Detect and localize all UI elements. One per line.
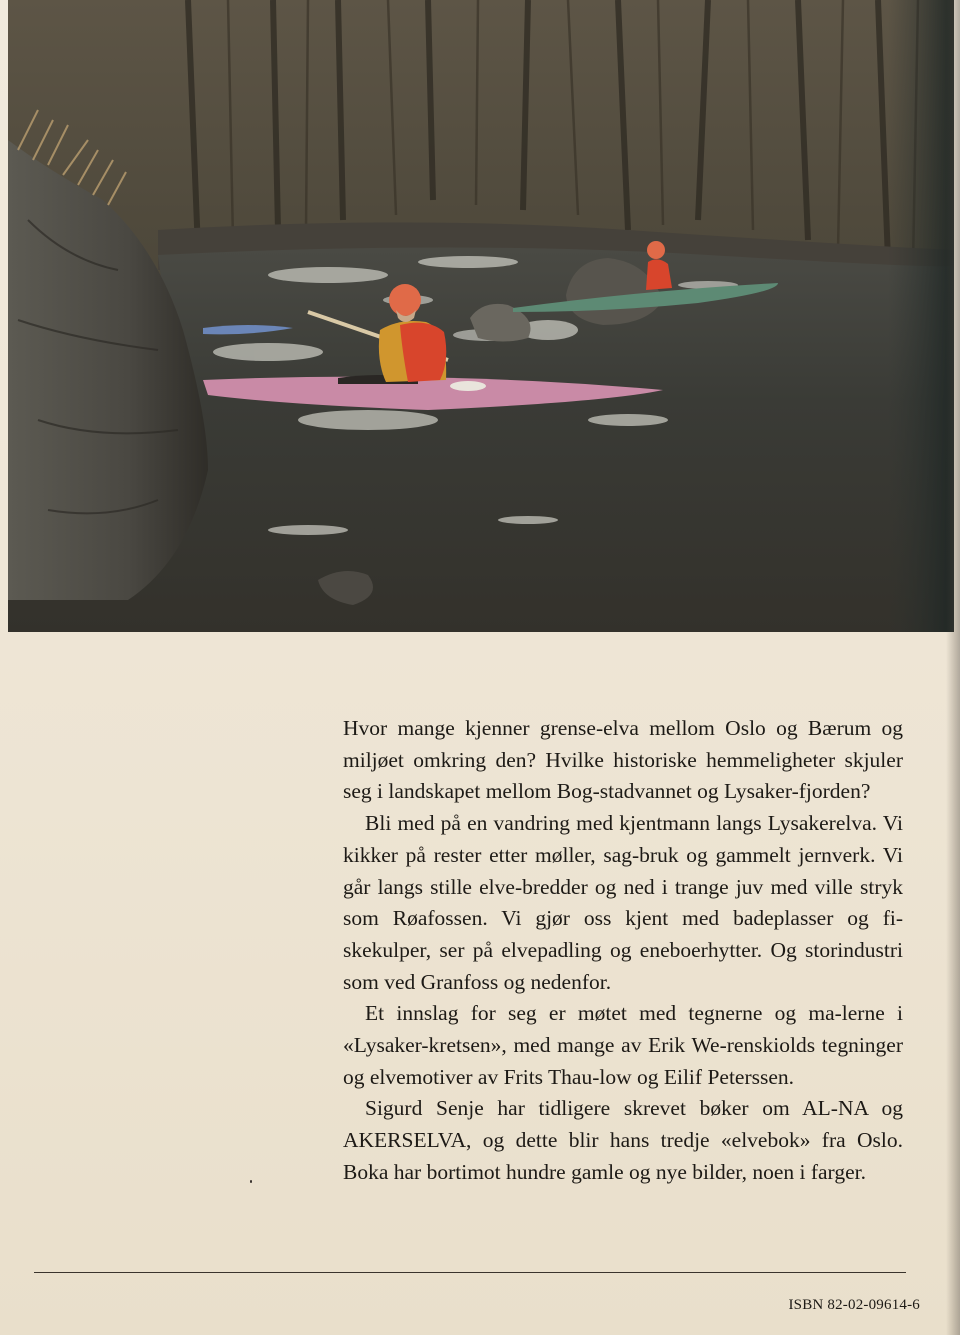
divider-line [34,1272,906,1273]
blurb-paragraph: Hvor mange kjenner grense-elva mellom Oslo og Bærum og miljøet omkring den? Hvilke historiske hemmeligheter skjuler seg i landskapet mellom Bog-stadvannet og Lysaker-fjorden? [343,716,903,804]
blurb-text [343,713,903,1189]
cover-photo-kayakers [8,0,954,632]
print-speck [250,1180,252,1183]
spine-edge-shadow [946,0,960,1335]
blurb-paragraph: Sigurd Senje har tidligere skrevet bøker om AL-NA og AKERSELVA, og dette blir hans tredje «elvebok» fra Oslo. Boka har bortimot hundre gamle og nye bilder, noen i farger. [343,1096,903,1184]
blurb-paragraph: Bli med på en vandring med kjentmann langs Lysakerelva. Vi kikker på rester etter møller, sag-bruk og gammelt jernverk. Vi går langs stille elve-bredder og ned i trange juv med ville stryk som Røafossen. Vi gjør oss kjent med badeplasser og fi-skekulper, ser på elvepadling og eneboerhytter. Og storindustri som ved Granfoss og nedenfor. [343,811,903,994]
blurb-paragraph: Et innslag for seg er møtet med tegnerne og ma-lerne i «Lysaker-kretsen», med mange av Erik We-renskiolds tegninger og elvemotiver av Frits Thau-low og Eilif Peterssen. [343,1001,903,1089]
river-photo-illustration [8,0,954,632]
isbn-number: ISBN 82-02-09614-6 [788,1297,920,1313]
